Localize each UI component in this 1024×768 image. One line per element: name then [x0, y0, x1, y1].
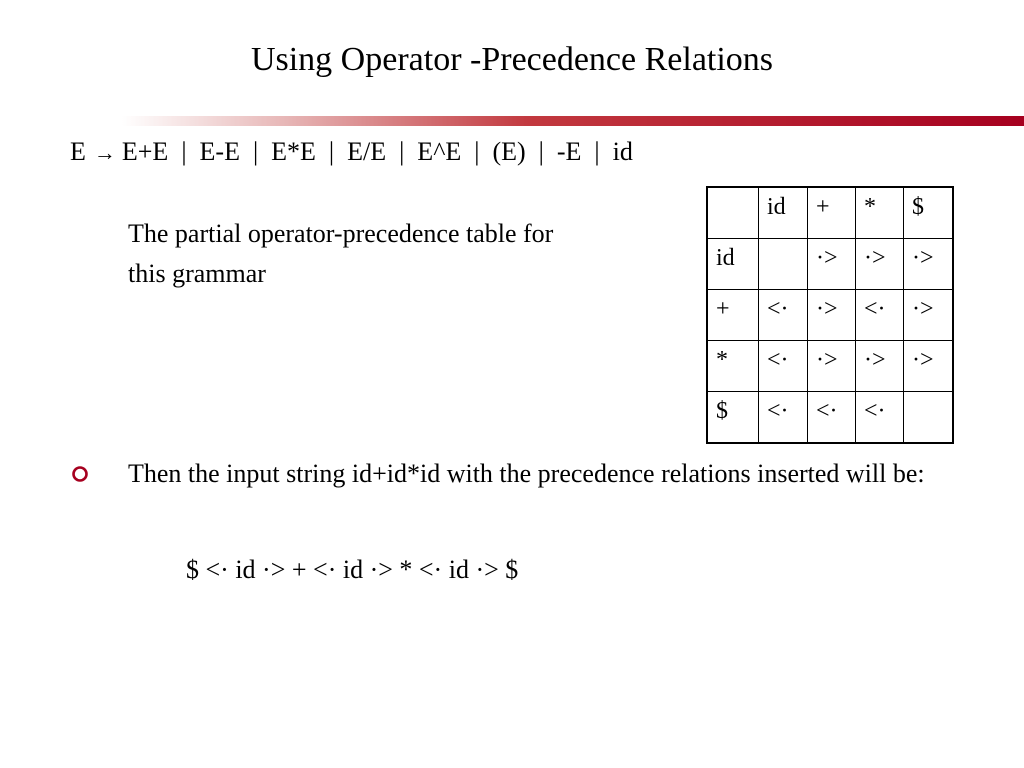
- table-header-cell: +: [808, 187, 856, 239]
- table-row-header: id: [707, 239, 759, 290]
- slide-title: Using Operator -Precedence Relations: [250, 41, 774, 78]
- grammar-rhs: E+E | E-E | E*E | E/E | E^E | (E) | -E | id: [121, 137, 633, 166]
- relation-string: $ <· id ·> + <· id ·> * <· id ·> $: [186, 555, 519, 584]
- table-row: [707, 290, 953, 341]
- table-cell: ·>: [904, 290, 954, 341]
- bullet-text: Then the input string id+id*id with the precedence relations inserted will be:: [128, 459, 925, 488]
- table-header-cell: *: [856, 187, 904, 239]
- table-cell: <·: [759, 290, 808, 341]
- table-row: [707, 341, 953, 392]
- table-row: [707, 239, 953, 290]
- table-row-header: $: [707, 392, 759, 444]
- table-cell: <·: [759, 392, 808, 444]
- table-header-cell: [707, 187, 759, 239]
- table-cell: [904, 392, 954, 444]
- table-row-header: +: [707, 290, 759, 341]
- table-row: [707, 392, 953, 444]
- title-underline: [122, 116, 1024, 126]
- table-cell: <·: [759, 341, 808, 392]
- table-cell: [759, 239, 808, 290]
- table-cell: ·>: [856, 239, 904, 290]
- table-header-row: [707, 187, 953, 239]
- table-cell: <·: [856, 290, 904, 341]
- right-arrow-icon: →: [93, 140, 116, 165]
- table-cell: ·>: [808, 341, 856, 392]
- table-caption: The partial operator-precedence table for this grammar: [128, 219, 554, 288]
- table-header-cell: id: [759, 187, 808, 239]
- hollow-circle-bullet-icon: [70, 464, 90, 484]
- grammar-rule: [70, 134, 633, 171]
- table-cell: ·>: [808, 239, 856, 290]
- table-header-cell: $: [904, 187, 954, 239]
- table-cell: <·: [856, 392, 904, 444]
- precedence-table: [706, 186, 954, 444]
- table-cell: ·>: [904, 341, 954, 392]
- grammar-lhs: E: [70, 137, 86, 166]
- table-cell: <·: [808, 392, 856, 444]
- table-cell: ·>: [904, 239, 954, 290]
- table-row-header: *: [707, 341, 759, 392]
- table-cell: ·>: [808, 290, 856, 341]
- table-cell: ·>: [856, 341, 904, 392]
